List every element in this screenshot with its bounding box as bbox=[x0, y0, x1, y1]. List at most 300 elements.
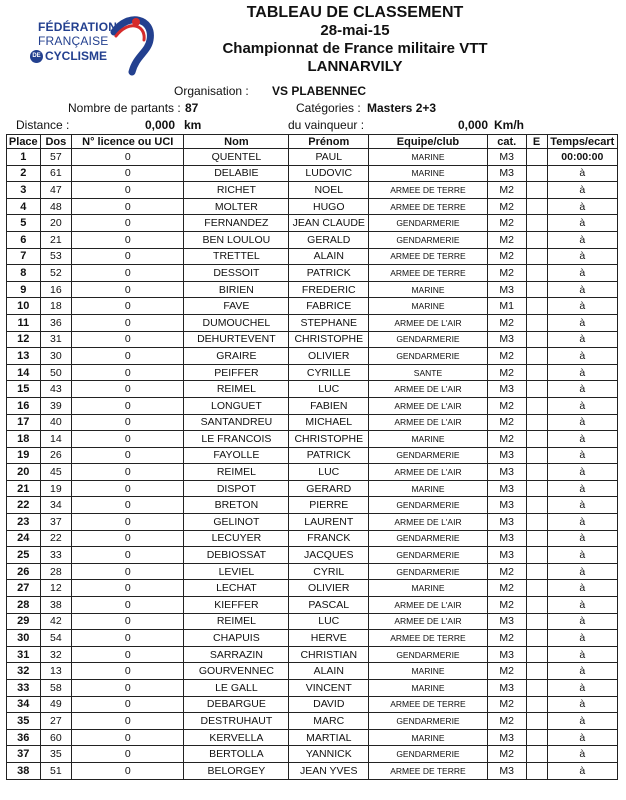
licence-cell: 0 bbox=[72, 364, 184, 381]
table-row bbox=[7, 563, 618, 580]
nom-cell: DESTRUHAUT bbox=[184, 713, 289, 730]
dos-cell: 43 bbox=[40, 381, 71, 398]
temps-cell: à bbox=[547, 480, 617, 497]
licence-cell: 0 bbox=[72, 680, 184, 697]
prenom-cell: PATRICK bbox=[289, 265, 369, 282]
temps-cell: à bbox=[547, 431, 617, 448]
e-cell bbox=[526, 696, 547, 713]
licence-cell: 0 bbox=[72, 713, 184, 730]
place-cell: 27 bbox=[7, 580, 41, 597]
e-cell bbox=[526, 630, 547, 647]
licence-cell: 0 bbox=[72, 447, 184, 464]
dos-cell: 20 bbox=[40, 215, 71, 232]
e-cell bbox=[526, 530, 547, 547]
licence-cell: 0 bbox=[72, 696, 184, 713]
cat-cell: M3 bbox=[487, 762, 526, 779]
prenom-cell: FABIEN bbox=[289, 397, 369, 414]
licence-cell: 0 bbox=[72, 198, 184, 215]
partants-label: Nombre de partants : bbox=[68, 101, 181, 115]
logo-line-1: FÉDÉRATION bbox=[38, 20, 118, 34]
place-cell: 15 bbox=[7, 381, 41, 398]
place-cell: 9 bbox=[7, 281, 41, 298]
dos-cell: 28 bbox=[40, 563, 71, 580]
prenom-cell: PATRICK bbox=[289, 447, 369, 464]
dos-cell: 19 bbox=[40, 480, 71, 497]
e-cell bbox=[526, 182, 547, 199]
cat-cell: M3 bbox=[487, 464, 526, 481]
dos-cell: 45 bbox=[40, 464, 71, 481]
prenom-cell: LUC bbox=[289, 381, 369, 398]
table-row bbox=[7, 597, 618, 614]
distance-label: Distance : bbox=[16, 118, 70, 132]
logo-line-2: FRANÇAISE bbox=[38, 34, 109, 48]
col-nom: Nom bbox=[184, 135, 289, 149]
place-cell: 12 bbox=[7, 331, 41, 348]
place-cell: 4 bbox=[7, 198, 41, 215]
nom-cell: SARRAZIN bbox=[184, 646, 289, 663]
nom-cell: SANTANDREU bbox=[184, 414, 289, 431]
vainqueur-value: 0,000 bbox=[458, 118, 489, 132]
place-cell: 18 bbox=[7, 431, 41, 448]
organisation-value: VS PLABENNEC bbox=[272, 84, 367, 98]
cat-cell: M3 bbox=[487, 613, 526, 630]
place-cell: 38 bbox=[7, 762, 41, 779]
place-cell: 5 bbox=[7, 215, 41, 232]
nom-cell: LECHAT bbox=[184, 580, 289, 597]
equipe-cell: GENDARMERIE bbox=[369, 231, 488, 248]
nom-cell: LONGUET bbox=[184, 397, 289, 414]
nom-cell: LEVIEL bbox=[184, 563, 289, 580]
table-row bbox=[7, 530, 618, 547]
dos-cell: 13 bbox=[40, 663, 71, 680]
e-cell bbox=[526, 497, 547, 514]
licence-cell: 0 bbox=[72, 597, 184, 614]
temps-cell: à bbox=[547, 447, 617, 464]
equipe-cell: ARMEE DE L'AIR bbox=[369, 314, 488, 331]
nom-cell: BRETON bbox=[184, 497, 289, 514]
licence-cell: 0 bbox=[72, 381, 184, 398]
temps-cell: à bbox=[547, 746, 617, 763]
temps-cell: à bbox=[547, 265, 617, 282]
cat-cell: M3 bbox=[487, 547, 526, 564]
temps-cell: à bbox=[547, 198, 617, 215]
nom-cell: LE GALL bbox=[184, 680, 289, 697]
nom-cell: BIRIEN bbox=[184, 281, 289, 298]
e-cell bbox=[526, 348, 547, 365]
nom-cell: LECUYER bbox=[184, 530, 289, 547]
place-cell: 3 bbox=[7, 182, 41, 199]
nom-cell: DEBARGUE bbox=[184, 696, 289, 713]
licence-cell: 0 bbox=[72, 281, 184, 298]
dos-cell: 48 bbox=[40, 198, 71, 215]
col-prenom: Prénom bbox=[289, 135, 369, 149]
cat-cell: M2 bbox=[487, 746, 526, 763]
prenom-cell: OLIVIER bbox=[289, 348, 369, 365]
table-row bbox=[7, 762, 618, 779]
dos-cell: 34 bbox=[40, 497, 71, 514]
nom-cell: FAVE bbox=[184, 298, 289, 315]
dos-cell: 21 bbox=[40, 231, 71, 248]
equipe-cell: GENDARMERIE bbox=[369, 215, 488, 232]
e-cell bbox=[526, 729, 547, 746]
equipe-cell: ARMEE DE TERRE bbox=[369, 630, 488, 647]
cat-cell: M3 bbox=[487, 149, 526, 166]
equipe-cell: ARMEE DE TERRE bbox=[369, 265, 488, 282]
col-equipe: Equipe/club bbox=[369, 135, 488, 149]
partants-value: 87 bbox=[185, 101, 199, 115]
col-dos: Dos bbox=[40, 135, 71, 149]
table-row bbox=[7, 265, 618, 282]
place-cell: 37 bbox=[7, 746, 41, 763]
equipe-cell: MARINE bbox=[369, 663, 488, 680]
logo-cyclisme: CYCLISME bbox=[45, 49, 108, 63]
table-row bbox=[7, 630, 618, 647]
nom-cell: DELABIE bbox=[184, 165, 289, 182]
table-row bbox=[7, 165, 618, 182]
col-licence: N° licence ou UCI bbox=[72, 135, 184, 149]
table-row bbox=[7, 663, 618, 680]
temps-cell: à bbox=[547, 563, 617, 580]
cat-cell: M1 bbox=[487, 298, 526, 315]
dos-cell: 47 bbox=[40, 182, 71, 199]
e-cell bbox=[526, 597, 547, 614]
e-cell bbox=[526, 149, 547, 166]
dos-cell: 50 bbox=[40, 364, 71, 381]
equipe-cell: ARMEE DE L'AIR bbox=[369, 597, 488, 614]
cat-cell: M3 bbox=[487, 514, 526, 531]
licence-cell: 0 bbox=[72, 729, 184, 746]
prenom-cell: JEAN YVES bbox=[289, 762, 369, 779]
table-row bbox=[7, 215, 618, 232]
place-cell: 19 bbox=[7, 447, 41, 464]
temps-cell: à bbox=[547, 364, 617, 381]
prenom-cell: CYRIL bbox=[289, 563, 369, 580]
equipe-cell: ARMEE DE L'AIR bbox=[369, 414, 488, 431]
licence-cell: 0 bbox=[72, 314, 184, 331]
licence-cell: 0 bbox=[72, 514, 184, 531]
table-row bbox=[7, 348, 618, 365]
e-cell bbox=[526, 381, 547, 398]
equipe-cell: GENDARMERIE bbox=[369, 497, 488, 514]
dos-cell: 52 bbox=[40, 265, 71, 282]
licence-cell: 0 bbox=[72, 348, 184, 365]
document-title: TABLEAU DE CLASSEMENT bbox=[246, 4, 464, 21]
equipe-cell: GENDARMERIE bbox=[369, 746, 488, 763]
dos-cell: 40 bbox=[40, 414, 71, 431]
prenom-cell: PAUL bbox=[289, 149, 369, 166]
col-e: E bbox=[526, 135, 547, 149]
logo-line-3 bbox=[30, 49, 107, 63]
equipe-cell: GENDARMERIE bbox=[369, 713, 488, 730]
e-cell bbox=[526, 364, 547, 381]
e-cell bbox=[526, 298, 547, 315]
equipe-cell: ARMEE DE L'AIR bbox=[369, 514, 488, 531]
equipe-cell: ARMEE DE TERRE bbox=[369, 762, 488, 779]
col-place: Place bbox=[7, 135, 41, 149]
table-row bbox=[7, 414, 618, 431]
table-row bbox=[7, 331, 618, 348]
dos-cell: 39 bbox=[40, 397, 71, 414]
table-row bbox=[7, 729, 618, 746]
e-cell bbox=[526, 680, 547, 697]
e-cell bbox=[526, 397, 547, 414]
licence-cell: 0 bbox=[72, 265, 184, 282]
prenom-cell: JACQUES bbox=[289, 547, 369, 564]
table-row bbox=[7, 580, 618, 597]
distance-unit: km bbox=[184, 118, 202, 132]
cat-cell: M2 bbox=[487, 431, 526, 448]
dos-cell: 33 bbox=[40, 547, 71, 564]
cat-cell: M2 bbox=[487, 414, 526, 431]
equipe-cell: MARINE bbox=[369, 298, 488, 315]
cat-cell: M3 bbox=[487, 331, 526, 348]
temps-cell: à bbox=[547, 182, 617, 199]
equipe-cell: ARMEE DE TERRE bbox=[369, 248, 488, 265]
table-row bbox=[7, 547, 618, 564]
cat-cell: M2 bbox=[487, 198, 526, 215]
table-row bbox=[7, 182, 618, 199]
prenom-cell: PIERRE bbox=[289, 497, 369, 514]
nom-cell: BERTOLLA bbox=[184, 746, 289, 763]
licence-cell: 0 bbox=[72, 182, 184, 199]
results-header-row bbox=[7, 135, 618, 149]
e-cell bbox=[526, 331, 547, 348]
place-cell: 21 bbox=[7, 480, 41, 497]
cat-cell: M2 bbox=[487, 397, 526, 414]
categories-value: Masters 2+3 bbox=[367, 101, 437, 115]
place-cell: 6 bbox=[7, 231, 41, 248]
licence-cell: 0 bbox=[72, 630, 184, 647]
table-row bbox=[7, 464, 618, 481]
nom-cell: GRAIRE bbox=[184, 348, 289, 365]
cat-cell: M2 bbox=[487, 348, 526, 365]
e-cell bbox=[526, 265, 547, 282]
dos-cell: 31 bbox=[40, 331, 71, 348]
place-cell: 34 bbox=[7, 696, 41, 713]
cat-cell: M2 bbox=[487, 265, 526, 282]
equipe-cell: MARINE bbox=[369, 680, 488, 697]
dos-cell: 61 bbox=[40, 165, 71, 182]
cat-cell: M2 bbox=[487, 364, 526, 381]
temps-cell: à bbox=[547, 514, 617, 531]
temps-cell: à bbox=[547, 597, 617, 614]
organisation-label: Organisation : bbox=[174, 84, 249, 98]
distance-value: 0,000 bbox=[145, 118, 176, 132]
dos-cell: 32 bbox=[40, 646, 71, 663]
cat-cell: M3 bbox=[487, 497, 526, 514]
temps-cell: à bbox=[547, 314, 617, 331]
prenom-cell: LUC bbox=[289, 464, 369, 481]
nom-cell: CHAPUIS bbox=[184, 630, 289, 647]
equipe-cell: GENDARMERIE bbox=[369, 348, 488, 365]
prenom-cell: HUGO bbox=[289, 198, 369, 215]
nom-cell: DESSOIT bbox=[184, 265, 289, 282]
place-cell: 29 bbox=[7, 613, 41, 630]
equipe-cell: MARINE bbox=[369, 165, 488, 182]
place-cell: 7 bbox=[7, 248, 41, 265]
licence-cell: 0 bbox=[72, 464, 184, 481]
results-table bbox=[6, 134, 618, 780]
nom-cell: FERNANDEZ bbox=[184, 215, 289, 232]
table-row bbox=[7, 497, 618, 514]
table-row bbox=[7, 696, 618, 713]
dos-cell: 36 bbox=[40, 314, 71, 331]
table-row bbox=[7, 431, 618, 448]
nom-cell: DEBIOSSAT bbox=[184, 547, 289, 564]
temps-cell: à bbox=[547, 298, 617, 315]
cat-cell: M2 bbox=[487, 248, 526, 265]
prenom-cell: DAVID bbox=[289, 696, 369, 713]
temps-cell: à bbox=[547, 331, 617, 348]
dos-cell: 49 bbox=[40, 696, 71, 713]
vainqueur-label: du vainqueur : bbox=[288, 118, 365, 132]
cat-cell: M3 bbox=[487, 680, 526, 697]
nom-cell: MOLTER bbox=[184, 198, 289, 215]
place-cell: 30 bbox=[7, 630, 41, 647]
place-cell: 22 bbox=[7, 497, 41, 514]
licence-cell: 0 bbox=[72, 762, 184, 779]
licence-cell: 0 bbox=[72, 165, 184, 182]
cat-cell: M3 bbox=[487, 646, 526, 663]
prenom-cell: GERALD bbox=[289, 231, 369, 248]
event-name: Championnat de France militaire VTT bbox=[222, 40, 488, 57]
table-row bbox=[7, 514, 618, 531]
equipe-cell: GENDARMERIE bbox=[369, 530, 488, 547]
table-row bbox=[7, 314, 618, 331]
licence-cell: 0 bbox=[72, 646, 184, 663]
place-cell: 26 bbox=[7, 563, 41, 580]
table-row bbox=[7, 248, 618, 265]
cat-cell: M2 bbox=[487, 580, 526, 597]
prenom-cell: FABRICE bbox=[289, 298, 369, 315]
place-cell: 28 bbox=[7, 597, 41, 614]
prenom-cell: LUDOVIC bbox=[289, 165, 369, 182]
prenom-cell: HERVE bbox=[289, 630, 369, 647]
table-row bbox=[7, 364, 618, 381]
e-cell bbox=[526, 762, 547, 779]
dos-cell: 38 bbox=[40, 597, 71, 614]
place-cell: 13 bbox=[7, 348, 41, 365]
dos-cell: 60 bbox=[40, 729, 71, 746]
cat-cell: M2 bbox=[487, 215, 526, 232]
cat-cell: M3 bbox=[487, 480, 526, 497]
col-cat: cat. bbox=[487, 135, 526, 149]
equipe-cell: ARMEE DE L'AIR bbox=[369, 464, 488, 481]
place-cell: 35 bbox=[7, 713, 41, 730]
licence-cell: 0 bbox=[72, 231, 184, 248]
equipe-cell: MARINE bbox=[369, 431, 488, 448]
e-cell bbox=[526, 464, 547, 481]
prenom-cell: OLIVIER bbox=[289, 580, 369, 597]
cat-cell: M2 bbox=[487, 563, 526, 580]
equipe-cell: ARMEE DE TERRE bbox=[369, 696, 488, 713]
place-cell: 32 bbox=[7, 663, 41, 680]
cat-cell: M2 bbox=[487, 231, 526, 248]
prenom-cell: ALAIN bbox=[289, 248, 369, 265]
place-cell: 24 bbox=[7, 530, 41, 547]
temps-cell: à bbox=[547, 613, 617, 630]
prenom-cell: ALAIN bbox=[289, 663, 369, 680]
temps-cell: à bbox=[547, 414, 617, 431]
temps-cell: à bbox=[547, 464, 617, 481]
categories-label: Catégories : bbox=[296, 101, 361, 115]
e-cell bbox=[526, 563, 547, 580]
temps-cell: à bbox=[547, 630, 617, 647]
place-cell: 25 bbox=[7, 547, 41, 564]
prenom-cell: MARTIAL bbox=[289, 729, 369, 746]
e-cell bbox=[526, 713, 547, 730]
e-cell bbox=[526, 198, 547, 215]
place-cell: 16 bbox=[7, 397, 41, 414]
prenom-cell: MARC bbox=[289, 713, 369, 730]
nom-cell: KIEFFER bbox=[184, 597, 289, 614]
table-row bbox=[7, 381, 618, 398]
licence-cell: 0 bbox=[72, 149, 184, 166]
e-cell bbox=[526, 547, 547, 564]
e-cell bbox=[526, 514, 547, 531]
place-cell: 2 bbox=[7, 165, 41, 182]
licence-cell: 0 bbox=[72, 613, 184, 630]
place-cell: 33 bbox=[7, 680, 41, 697]
licence-cell: 0 bbox=[72, 397, 184, 414]
temps-cell: à bbox=[547, 696, 617, 713]
temps-cell: à bbox=[547, 397, 617, 414]
cat-cell: M3 bbox=[487, 381, 526, 398]
e-cell bbox=[526, 580, 547, 597]
prenom-cell: STEPHANE bbox=[289, 314, 369, 331]
equipe-cell: ARMEE DE TERRE bbox=[369, 182, 488, 199]
licence-cell: 0 bbox=[72, 563, 184, 580]
licence-cell: 0 bbox=[72, 248, 184, 265]
table-row bbox=[7, 613, 618, 630]
equipe-cell: ARMEE DE TERRE bbox=[369, 198, 488, 215]
dos-cell: 37 bbox=[40, 514, 71, 531]
dos-cell: 51 bbox=[40, 762, 71, 779]
event-date: 28-mai-15 bbox=[320, 22, 390, 39]
cat-cell: M2 bbox=[487, 696, 526, 713]
equipe-cell: ARMEE DE L'AIR bbox=[369, 381, 488, 398]
dos-cell: 16 bbox=[40, 281, 71, 298]
equipe-cell: MARINE bbox=[369, 149, 488, 166]
nom-cell: BEN LOULOU bbox=[184, 231, 289, 248]
licence-cell: 0 bbox=[72, 298, 184, 315]
e-cell bbox=[526, 314, 547, 331]
place-cell: 14 bbox=[7, 364, 41, 381]
licence-cell: 0 bbox=[72, 331, 184, 348]
equipe-cell: ARMEE DE L'AIR bbox=[369, 613, 488, 630]
dos-cell: 57 bbox=[40, 149, 71, 166]
table-row bbox=[7, 298, 618, 315]
dos-cell: 22 bbox=[40, 530, 71, 547]
e-cell bbox=[526, 231, 547, 248]
table-row bbox=[7, 447, 618, 464]
dos-cell: 53 bbox=[40, 248, 71, 265]
prenom-cell: FRANCK bbox=[289, 530, 369, 547]
dos-cell: 35 bbox=[40, 746, 71, 763]
nom-cell: GELINOT bbox=[184, 514, 289, 531]
prenom-cell: LUC bbox=[289, 613, 369, 630]
prenom-cell: YANNICK bbox=[289, 746, 369, 763]
equipe-cell: GENDARMERIE bbox=[369, 447, 488, 464]
cat-cell: M2 bbox=[487, 713, 526, 730]
licence-cell: 0 bbox=[72, 580, 184, 597]
e-cell bbox=[526, 746, 547, 763]
licence-cell: 0 bbox=[72, 215, 184, 232]
cat-cell: M2 bbox=[487, 597, 526, 614]
dos-cell: 26 bbox=[40, 447, 71, 464]
dos-cell: 54 bbox=[40, 630, 71, 647]
nom-cell: REIMEL bbox=[184, 464, 289, 481]
